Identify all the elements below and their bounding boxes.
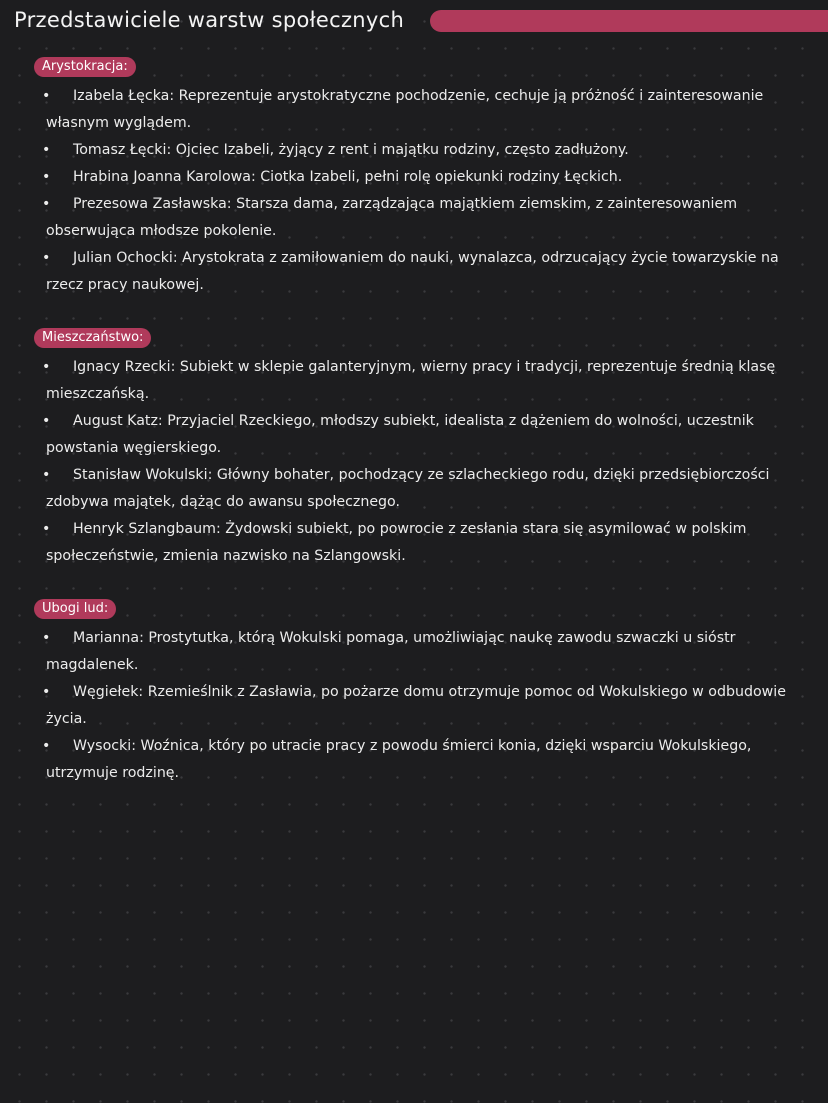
bullet-icon: • — [42, 359, 51, 375]
list-item — [42, 164, 816, 191]
list-item — [42, 625, 816, 679]
item-text: Stanisław Wokulski: Główny bohater, pochodzący ze szlacheckiego rodu, dzięki przedsiębiorczości zdobywa majątek, dążąc do awansu społecznego. — [46, 467, 770, 510]
item-text: Wysocki: Woźnica, który po utracie pracy z powodu śmierci konia, dzięki wsparciu Wokulskiego, utrzymuje rodzinę. — [46, 738, 752, 781]
item-text: Julian Ochocki: Arystokrata z zamiłowaniem do nauki, wynalazca, odrzucający życie towarzyskie na rzecz pracy naukowej. — [46, 250, 779, 293]
item-text: Węgiełek: Rzemieślnik z Zasławia, po pożarze domu otrzymuje pomoc od Wokulskiego w odbudowie życia. — [46, 684, 786, 727]
item-text: Izabela Łęcka: Reprezentuje arystokratyczne pochodzenie, cechuje ją próżność i zainteresowanie własnym wyglądem. — [46, 88, 764, 131]
bullet-icon: • — [42, 413, 51, 429]
header — [0, 0, 828, 46]
list-item — [42, 245, 816, 299]
section-label: Mieszczaństwo: — [34, 328, 151, 348]
item-text: Tomasz Łęcki: Ojciec Izabeli, żyjący z rent i majątku rodziny, często zadłużony. — [73, 142, 629, 158]
bullet-icon: • — [42, 521, 51, 537]
list-item — [42, 83, 816, 137]
section-label: Arystokracja: — [34, 57, 136, 77]
bullet-icon: • — [42, 250, 51, 266]
item-text: Prezesowa Zasławska: Starsza dama, zarządzająca majątkiem ziemskim, z zainteresowaniem obserwująca młodsze pokolenie. — [46, 196, 738, 239]
item-list — [42, 354, 816, 570]
item-text: August Katz: Przyjaciel Rzeckiego, młodszy subiekt, idealista z dążeniem do wolności, uczestnik powstania węgierskiego. — [46, 413, 754, 456]
list-item — [42, 462, 816, 516]
bullet-icon: • — [42, 738, 51, 754]
list-item — [42, 679, 816, 733]
list-item — [42, 137, 816, 164]
list-item — [42, 191, 816, 245]
item-list — [42, 83, 816, 299]
item-text: Hrabina Joanna Karolowa: Ciotka Izabeli, pełni rolę opiekunki rodziny Łęckich. — [73, 169, 623, 185]
bullet-icon: • — [42, 684, 51, 700]
bullet-icon: • — [42, 169, 51, 185]
list-item — [42, 354, 816, 408]
section-label: Ubogi lud: — [34, 599, 116, 619]
list-item — [42, 733, 816, 787]
bullet-icon: • — [42, 467, 51, 483]
item-text: Marianna: Prostytutka, którą Wokulski pomaga, umożliwiając naukę zawodu szwaczki u sióstr magdalenek. — [46, 630, 736, 673]
bullet-icon: • — [42, 630, 51, 646]
item-list — [42, 625, 816, 787]
title-accent-bar — [430, 10, 828, 32]
bullet-icon: • — [42, 142, 51, 158]
item-text: Henryk Szlangbaum: Żydowski subiekt, po powrocie z zesłania stara się asymilować w polskim społeczeństwie, zmienia nazwisko na Szlangowski. — [46, 521, 747, 564]
bullet-icon: • — [42, 196, 51, 212]
list-item — [42, 516, 816, 570]
bullet-icon: • — [42, 88, 51, 104]
page-title: Przedstawiciele warstw społecznych — [14, 8, 405, 32]
item-text: Ignacy Rzecki: Subiekt w sklepie galanteryjnym, wierny pracy i tradycji, reprezentuje średnią klasę mieszczańską. — [46, 359, 776, 402]
list-item — [42, 408, 816, 462]
